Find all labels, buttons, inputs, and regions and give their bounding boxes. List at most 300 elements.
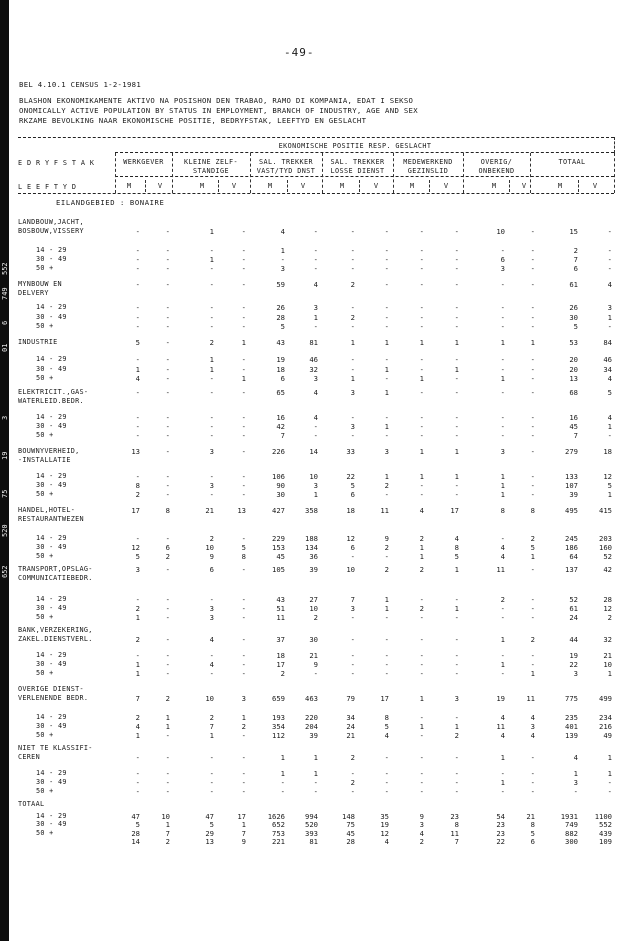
table-cell: 2 [350,778,355,787]
table-cell: - [209,431,214,440]
table-cell: 5 [607,388,612,397]
table-cell: 68 [569,388,578,397]
table-cell: - [500,604,505,613]
table-cell: 34 [603,365,612,374]
table-cell: 8 [530,506,535,515]
table-cell: - [454,490,459,499]
table-cell: 10 [309,472,318,481]
table-cell: - [454,388,459,397]
table-cell: - [165,422,170,431]
row-age-label: 14 - 29 [36,246,67,254]
table-cell: 37 [276,635,285,644]
table-cell: 4 [500,713,505,722]
row-industry-label: CEREN [18,753,40,761]
table-cell: 1 [500,490,505,499]
table-cell: 4 [313,280,318,289]
table-cell: 20 [569,355,578,364]
table-cell: 10 [496,227,505,236]
table-cell: 1 [419,338,424,347]
table-cell: - [165,787,170,796]
table-cell: 4 [530,731,535,740]
table-cell: 27 [309,595,318,604]
table-cell: - [209,303,214,312]
header-row-axis-bottom: L E E F T Y D [18,183,77,191]
table-cell: - [419,388,424,397]
table-cell: - [241,365,246,374]
table-cell: - [280,787,285,796]
table-cell: 1 [241,374,246,383]
column-divider [614,137,615,153]
table-cell: - [165,472,170,481]
column-header-line: KLEINE ZELF- [184,158,238,166]
margin-mark: 652 [1,565,9,578]
table-cell: 1 [500,635,505,644]
table-cell: 7 [454,837,459,846]
table-cell: - [241,303,246,312]
table-cell: - [607,246,612,255]
table-cell: - [241,227,246,236]
mv-divider [218,180,219,192]
table-cell: 1 [500,660,505,669]
table-cell: 11 [276,613,285,622]
mv-divider [287,180,288,192]
table-cell: 5 [384,722,389,731]
table-cell: 1 [165,820,170,829]
table-cell: 1 [607,669,612,678]
header-female: V [300,182,306,190]
column-header-line: GEZINSLID [407,167,449,175]
row-age-label: 14 - 29 [36,413,67,421]
table-cell: - [530,472,535,481]
table-cell: - [454,303,459,312]
row-industry-label: OVERIGE DIENST- [18,685,84,693]
table-cell: 14 [309,447,318,456]
row-age-label: 30 - 49 [36,778,67,786]
table-cell: 9 [419,812,424,821]
table-cell: 4 [384,731,389,740]
table-cell: - [165,595,170,604]
table-cell: - [384,374,389,383]
row-age-label: 50 + [36,264,54,272]
table-cell: - [350,431,355,440]
table-cell: 52 [569,595,578,604]
table-cell: 23 [496,829,505,838]
table-cell: - [280,778,285,787]
table-cell: 1 [384,422,389,431]
table-cell: 1 [607,490,612,499]
table-cell: 3 [454,694,459,703]
table-cell: 4 [607,413,612,422]
table-cell: - [135,778,140,787]
table-cell: 3 [500,447,505,456]
table-cell: 32 [309,365,318,374]
header-female: V [157,182,163,190]
table-cell: 65 [276,388,285,397]
table-cell: - [454,481,459,490]
table-cell: 17 [237,812,246,821]
table-cell: 4 [280,227,285,236]
table-cell: - [530,280,535,289]
table-cell: - [350,552,355,561]
table-cell: 43 [276,338,285,347]
table-cell: 4 [500,552,505,561]
table-cell: - [350,669,355,678]
table-cell: - [135,422,140,431]
table-cell: - [419,613,424,622]
table-cell: - [530,388,535,397]
table-cell: - [530,227,535,236]
table-cell: 19 [569,651,578,660]
table-cell: - [384,490,389,499]
table-cell: 1 [350,338,355,347]
table-cell: 5 [280,322,285,331]
table-cell: 221 [272,837,285,846]
table-cell: - [500,669,505,678]
table-cell: 17 [380,694,389,703]
table-cell: 4 [313,388,318,397]
table-cell: - [241,660,246,669]
table-cell: - [419,422,424,431]
table-cell: - [500,246,505,255]
table-cell: 2 [419,534,424,543]
table-cell: - [500,355,505,364]
table-cell: - [419,227,424,236]
table-cell: - [384,753,389,762]
table-cell: - [241,481,246,490]
table-cell: 4 [313,413,318,422]
table-cell: 2 [384,565,389,574]
header-male: M [199,182,205,190]
table-cell: 12 [603,472,612,481]
table-cell: 35 [380,812,389,821]
table-cell: - [209,422,214,431]
table-cell: - [500,787,505,796]
row-industry-label: ELEKTRICIT.,GAS- [18,388,89,396]
margin-mark: 520 [1,524,9,537]
column-header-line: SAL. TREKKER [330,158,385,166]
table-cell: - [135,534,140,543]
table-cell: 1 [165,722,170,731]
table-cell: 7 [135,694,140,703]
table-cell: 54 [496,812,505,821]
table-cell: 3 [313,481,318,490]
table-cell: - [530,753,535,762]
table-cell: - [419,753,424,762]
table-cell: - [313,669,318,678]
table-cell: - [165,255,170,264]
table-cell: - [530,481,535,490]
table-cell: 1 [135,660,140,669]
table-cell: 52 [603,552,612,561]
table-cell: 64 [569,552,578,561]
table-cell: 5 [241,543,246,552]
table-cell: - [454,713,459,722]
table-cell: - [530,778,535,787]
table-cell: 26 [276,303,285,312]
table-cell: 1 [419,543,424,552]
table-cell: 245 [565,534,578,543]
table-cell: 2 [384,543,389,552]
column-header-line: ONBEKEND [478,167,515,175]
table-cell: 8 [500,506,505,515]
table-cell: - [165,431,170,440]
table-cell: 3 [313,303,318,312]
table-cell: 45 [346,829,355,838]
table-cell: 109 [599,837,612,846]
table-cell: 45 [276,552,285,561]
table-cell: 1 [384,472,389,481]
table-cell: - [165,322,170,331]
table-cell: - [241,413,246,422]
table-cell: 1 [419,694,424,703]
row-age-label: 30 - 49 [36,820,67,828]
table-cell: - [165,374,170,383]
table-cell: 659 [272,694,285,703]
table-cell: 2 [419,604,424,613]
table-cell: - [530,595,535,604]
table-cell: 463 [305,694,318,703]
table-cell: 11 [380,506,389,515]
table-cell: 652 [272,820,285,829]
table-cell: 5 [530,829,535,838]
table-cell: 1 [607,313,612,322]
table-cell: 21 [526,812,535,821]
table-cell: - [454,280,459,289]
table-cell: - [384,552,389,561]
header-rule-bottom [18,193,614,194]
table-cell: - [607,431,612,440]
table-cell: 10 [161,812,170,821]
table-cell: 24 [569,613,578,622]
table-cell: - [241,651,246,660]
table-cell: 279 [565,447,578,456]
table-cell: - [530,490,535,499]
table-cell: - [384,313,389,322]
table-cell: 3 [350,388,355,397]
table-cell: - [241,422,246,431]
table-cell: 160 [599,543,612,552]
table-cell: - [419,769,424,778]
table-cell: - [241,264,246,273]
table-cell: - [419,303,424,312]
table-cell: 749 [565,820,578,829]
table-cell: - [607,787,612,796]
table-cell: 13 [237,506,246,515]
page-number: -49- [284,46,315,59]
table-cell: 401 [565,722,578,731]
table-cell: - [384,787,389,796]
table-cell: 59 [276,280,285,289]
column-header-line: MEDEWERKEND [403,158,453,166]
table-cell: - [384,669,389,678]
table-cell: 7 [573,431,578,440]
table-cell: 9 [313,660,318,669]
table-cell: - [454,374,459,383]
header-male: M [491,182,497,190]
table-cell: 23 [496,820,505,829]
table-cell: 4 [500,543,505,552]
table-cell: 3 [419,820,424,829]
table-cell: 495 [565,506,578,515]
row-age-label: 14 - 29 [36,713,67,721]
table-cell: 7 [209,722,214,731]
table-cell: - [209,787,214,796]
row-industry-label: HANDEL,HOTEL- [18,506,76,514]
table-cell: 1 [384,595,389,604]
table-cell: 49 [603,731,612,740]
row-industry-label: ZAKEL.DIENSTVERL. [18,635,93,643]
table-cell: - [500,322,505,331]
table-cell: 1 [209,355,214,364]
column-header-line: LOSSE DIENST [330,167,385,175]
table-cell: 18 [276,365,285,374]
table-cell: 10 [205,543,214,552]
table-cell: - [530,787,535,796]
table-cell: 3 [573,778,578,787]
table-cell: - [209,595,214,604]
table-cell: 2 [135,635,140,644]
table-cell: 3 [350,422,355,431]
table-cell: - [530,613,535,622]
table-cell: - [165,490,170,499]
table-cell: 1 [384,604,389,613]
table-cell: 2 [209,338,214,347]
row-industry-label: BOSBOUW,VISSERY [18,227,84,235]
table-cell: - [500,534,505,543]
table-cell: - [241,447,246,456]
table-cell: 7 [165,829,170,838]
row-age-label: 14 - 29 [36,812,67,820]
table-cell: 10 [309,604,318,613]
table-cell: - [313,255,318,264]
table-cell: - [530,565,535,574]
row-age-label: 50 + [36,431,54,439]
row-industry-label: INDUSTRIE [18,338,58,346]
table-cell: 234 [599,713,612,722]
table-cell: 1 [384,365,389,374]
table-cell: 1 [454,338,459,347]
table-cell: - [530,313,535,322]
table-cell: - [135,787,140,796]
table-cell: - [165,280,170,289]
margin-mark: 552 [1,262,9,275]
table-cell: 3 [280,264,285,273]
table-cell: 2 [530,534,535,543]
header-female: V [373,182,379,190]
table-cell: 499 [599,694,612,703]
table-cell: 4 [209,635,214,644]
table-cell: 1 [500,481,505,490]
table-cell: 1 [135,365,140,374]
table-cell: - [454,413,459,422]
margin-mark: 01 [1,343,9,352]
table-cell: 12 [346,534,355,543]
table-cell: - [350,769,355,778]
mv-divider [429,180,430,192]
header-female: V [231,182,237,190]
table-cell: 47 [205,812,214,821]
table-cell: 2 [607,613,612,622]
table-cell: - [165,413,170,422]
table-cell: - [454,313,459,322]
table-cell: 6 [350,490,355,499]
table-cell: - [209,413,214,422]
table-cell: - [313,787,318,796]
table-cell: 33 [346,447,355,456]
table-cell: 1 [135,731,140,740]
table-cell: 19 [496,694,505,703]
table-cell: 8 [530,820,535,829]
table-cell: 105 [272,565,285,574]
table-cell: 3 [500,264,505,273]
table-cell: - [350,264,355,273]
table-cell: - [500,388,505,397]
row-age-label: 14 - 29 [36,651,67,659]
row-industry-label: -INSTALLATIE [18,456,71,464]
table-cell: 2 [313,613,318,622]
row-industry-label: TOTAAL [18,800,45,808]
row-age-label: 50 + [36,787,54,795]
table-cell: 6 [165,543,170,552]
table-cell: 36 [309,552,318,561]
table-cell: - [165,604,170,613]
row-age-label: 30 - 49 [36,365,67,373]
table-cell: 1 [607,753,612,762]
table-cell: - [500,280,505,289]
table-cell: 28 [276,313,285,322]
table-cell: 90 [276,481,285,490]
table-cell: 14 [131,837,140,846]
section-title: EILANDGEBIED : BONAIRE [56,198,165,207]
mv-divider [145,180,146,192]
header-male: M [267,182,273,190]
table-cell: 13 [131,447,140,456]
table-cell: - [384,227,389,236]
table-cell: 2 [500,595,505,604]
table-cell: - [241,355,246,364]
table-cell: 11 [526,694,535,703]
table-cell: 8 [454,820,459,829]
title-dutch: RKZAME BEVOLKING NAAR EKONOMISCHE POSITIE, BEDRYFSTAK, LEEFTYD EN GESLACHT [19,116,367,125]
table-cell: - [135,313,140,322]
table-cell: - [530,322,535,331]
table-cell: - [454,635,459,644]
table-cell: 226 [272,447,285,456]
table-cell: 12 [131,543,140,552]
table-cell: 148 [342,812,355,821]
table-cell: - [209,388,214,397]
table-cell: - [350,246,355,255]
table-cell: 1 [454,365,459,374]
table-cell: 11 [450,829,459,838]
row-age-label: 50 + [36,669,54,677]
table-cell: - [241,613,246,622]
row-age-label: 14 - 29 [36,769,67,777]
table-cell: 10 [205,694,214,703]
table-cell: 753 [272,829,285,838]
table-cell: 4 [419,506,424,515]
row-age-label: 30 - 49 [36,481,67,489]
table-cell: 10 [346,565,355,574]
table-cell: - [530,651,535,660]
table-cell: 2 [165,552,170,561]
row-age-label: 30 - 49 [36,722,67,730]
table-cell: 43 [276,595,285,604]
table-cell: 3 [209,481,214,490]
table-cell: 2 [241,722,246,731]
table-cell: 2 [350,313,355,322]
table-cell: - [500,613,505,622]
